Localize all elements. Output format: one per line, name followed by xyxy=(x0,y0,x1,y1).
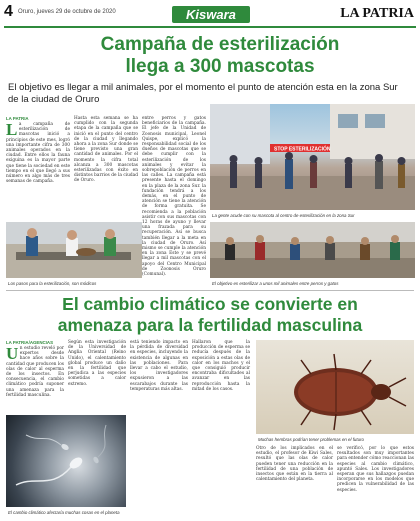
banner-text: STOP ESTERILIZACIÓN xyxy=(274,146,331,153)
story2-col1-text: n estudio reveló por expertos desde hace años sobre la cantidad que producen los olas de calor al esperma de los insectos. En consecuencia, el cambio climático podría suponer una amenaza para la fertilidad masculina. xyxy=(6,346,64,398)
story1-col1-text: a campaña de esterilización de mascotas inició a principios de este mes, logró una importante cifra de 300 animales operados en la ciudad. Entre ellos la fauna exiguina es la mayor parte que tiene la sociedad en este tiempo en el que llegó a sus número en algo más de tres semanas de campaña. xyxy=(6,122,70,185)
story2-col4-text: Hallaron que la producción de esperma se reducía después de la exposición a estas olas de calor en los machos y el que consiguió producir encontraba dificultades al avanzar en las reproducción hasta la mitad de los casos. xyxy=(192,340,250,392)
story1-photo-waiting xyxy=(210,222,415,278)
page-number: 4 xyxy=(4,3,13,20)
story-separator xyxy=(6,290,414,291)
page-header xyxy=(0,0,420,30)
story2-column-3 xyxy=(130,340,188,512)
story2-column-5 xyxy=(256,446,333,512)
story1-col2-text: Hasta esta semana se ha cumplido con la segunda etapa de la campaña que se inició en el punto del centro de la ciudad y llegando ahora a la zona Sur donde se tiene previsto una gran cantidad de animales. Por el momento la cifra total alcanza a 300 mascotas esterilizadas con éxito en distintos barrios de la ciudad de Oruro. xyxy=(74,116,138,184)
section-tag: Kiswara xyxy=(172,6,250,23)
story1-headline-line1: Campaña de esterilización xyxy=(100,34,340,55)
story2-photo-beetle xyxy=(256,340,414,434)
story1-col4-text: la fundación tendrá a los demás, en el punto de atención se tiene la atención de forma gratuita. Se recomienda a la población asistir con sus mascotas con 12 horas de ayuno y llevar una frazada para su recuperación. Así se busca también llegar a la meta en la ciudad de Oruro. Así mismo se cumple la atención en la zona Este y se prevé llegar a mil mascotas con el apoyo del Centro Municipal de Zoonosis Oruro (Comunal). xyxy=(142,183,206,278)
story2-drop-cap: U xyxy=(6,344,19,363)
newspaper-logo: LA PATRIA xyxy=(340,6,414,21)
beetle-photo-art xyxy=(256,340,414,434)
story1-photo1-caption: La gente acude con su mascota al centro de esterilización en la zona Sur xyxy=(212,213,355,218)
story2-col6-text: se verificó, por lo que estos resultados son muy importantes para entender cómo reaccionan las especies al cambio climático, apuntó Sales. Los investigadores esperan que sus hallazgos puedan incorporarse en los modelos que predicen la vulnerabilidad de las especies. xyxy=(337,446,414,493)
story2-byline: LA PATRIA/AGENCIAS xyxy=(6,340,53,345)
story1-headline-line2: llega a 300 mascotas xyxy=(125,56,315,77)
sperm-photo-art xyxy=(6,415,126,507)
story1-photo-crowd xyxy=(210,104,415,210)
story2-col5-text: Otro de los implicados en el estudio, el profesor de Kiwi Sales, resultó que las olas de calor pueden tener una reducción en la fertilidad de una población de insectos que están en la tierra al calentamiento del planeta. xyxy=(256,446,333,483)
story2-col2-text: Según esta investigación de la Universidad de Anglia Oriental (Reino Unido), el calentamiento global produce un daño en la fertilidad que perjudica a las especies sometidas a calor extremo. xyxy=(68,340,126,387)
story1-photo3-caption: El objetivo es esterilizar a unos mil animales entre perros y gatos xyxy=(212,281,339,286)
story2-photo2-caption: Muchas hembras podrían tener problemas en el futuro xyxy=(258,437,364,442)
story1-photo2-caption: Los pasos para la esterilización, son módicos xyxy=(8,281,97,286)
story1-column-3 xyxy=(142,116,206,278)
story2-headline-line2: amenaza para la fertilidad masculina xyxy=(57,315,363,335)
story2-column-6 xyxy=(337,446,414,512)
crowd-photo-art xyxy=(210,104,415,210)
story2-column-2 xyxy=(68,340,126,412)
story2-column-4 xyxy=(192,340,250,512)
story2-photo1-caption: El cambio climático afectaría muchas cosas en el planeta xyxy=(8,510,120,515)
vet-photo-art xyxy=(6,222,142,278)
story1-drop-cap: L xyxy=(6,120,18,139)
story2-col3-text: está teniendo impacto en la pérdida de diversidad en especies, incluyendo la existencia de algunas en las poblaciones. Para llevar a cabo el estudio, los investigadores expusieron a las escarabajos durante las temperaturas más altas. xyxy=(130,340,188,392)
story1-lead: El objetivo es llegar a mil animales, por el momento el punto de atención esta en la zona Sur de la ciudad de Oruro xyxy=(8,82,398,105)
date-line: Oruro, jueves 29 de octubre de 2020 xyxy=(18,9,116,15)
story2-photo-sperm xyxy=(6,415,126,507)
waiting-photo-art xyxy=(210,222,415,278)
story2-headline-line1: El cambio climático se convierte en xyxy=(62,294,358,314)
header-rule xyxy=(4,26,416,28)
story1-byline: LA PATRIA xyxy=(6,116,29,121)
story2-column-1 xyxy=(6,340,64,412)
story1-col3-text: entre perros y gatos beneficiarios de la campaña. El jefe de la Unidad de Zoonosis municipal, Leonel Quispe, explicó la responsabilidad social de los dueños de mascotas que se debe cumplir con la esterilización de los animales y evitar la sobrepoblación de perros en las calles. La campaña está presente hasta el domingo en la plaza de la zona Sur. xyxy=(142,116,206,189)
story1-photo-vet xyxy=(6,222,142,278)
